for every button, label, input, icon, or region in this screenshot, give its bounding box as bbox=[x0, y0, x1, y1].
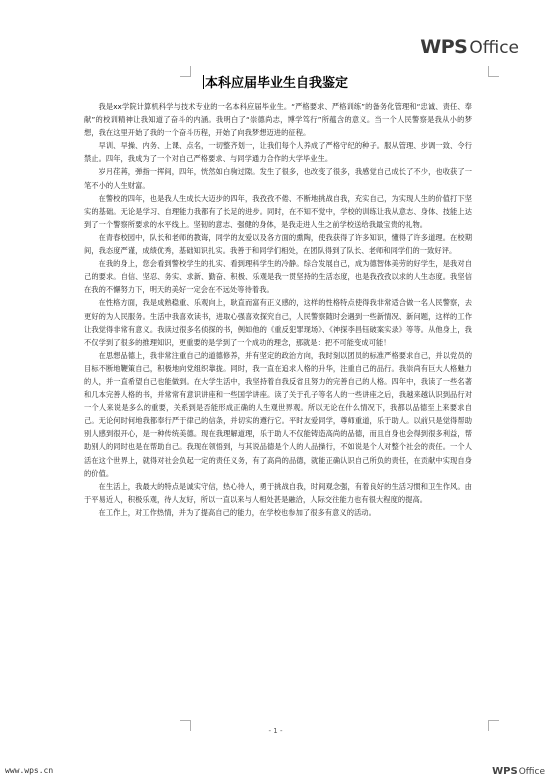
paragraph: 我是xx学院计算机科学与技术专业的一名本科应届毕业生。“严格要求、严格训练”的备务化管理和“忠诚、责任、奉献”的校训精神让我知道了奋斗的内涵。我明白了“崇德尚志，博学笃行”所蕴含的意义。当一个人民警察是我从小的梦想，我在这里开始了我的一个奋斗历程，开始了向我梦想迈进的征程。 bbox=[84, 102, 472, 138]
paragraph: 在性格方面，我是成熟稳重、乐观向上，耿直而富有正义感的，这样的性格特点使得我非常适合做一名人民警察，去更好的为人民服务。生活中我喜欢读书，进取心强喜欢探究自己，人民警察随时会遇到一些新情况、新问题，这样的工作让我觉得非常有意义。我读过很多名侦探的书，例如他的《重反犯罪现场》、《神探李昌钰破案实录》等等。从他身上，我不仅学到了很多的推理知识，更重要的是学到了一个成功的理念，那就是：把不可能变成可能！ bbox=[84, 298, 472, 347]
text-cursor bbox=[203, 75, 204, 89]
document-title-line[interactable] bbox=[0, 72, 551, 91]
wps-logo-text: WPS bbox=[420, 36, 468, 58]
paragraph: 在思想品德上，我非常注重自己的道德修养，并有坚定的政治方向，我时刻以团员的标准严格要求自己，并以党员的目标不断地鞭策自己，积极地向党组织靠拢。同时，我一直在追求人格的升华，注重自己的品行。我崇尚有巨大人格魅力的人，并一直希望自己也能做到。在大学生活中，我坚持着自我反省且努力的完善自己的人格。四年中，我读了一些名著和几本完善人格的书，并常常有意识讲座和一些国学讲座。读了关于孔子等名人的一些讲座之后，我越来越认识到品行对一个人来说是多么的重要，关系到是否能形成正确的人生观世界观。所以无论在什么情况下，我都以品德至上来要求自己。无论何时何地我都奉行严于律己的信条，并切实的遵行它。平时友爱同学，尊师重道，乐于助人。以前只是觉得帮助别人感到很开心，是一种传统美德。现在我理解道理，乐于助人不仅能铸造高尚的品德，而且自身也会得到很多利益，帮助别人的同时也是在帮助自己。我现在领悟到，与其说品德是个人的人品操行，不如说是个人对整个社会的责任。一个人活在这个世界上，就得对社会负起一定的责任义务，有了高尚的品德，就能正确认识自己所负的责任，在贡献中实现自身的价值。 bbox=[84, 350, 472, 478]
paragraph: 早训、早操、内务、上课、点名，一切整齐划一，让我们每个人养成了严格守纪的种子。服从管理、步调一致、令行禁止。四年，我成为了一个对自己严格要求、与同学通力合作的大学毕业生。 bbox=[84, 141, 472, 164]
page-number: - 1 - bbox=[268, 727, 283, 735]
footer-wps-logo bbox=[492, 766, 545, 777]
footer-url[interactable]: www.wps.cn bbox=[5, 766, 54, 775]
wps-office-logo bbox=[420, 36, 519, 58]
paragraph: 在我的身上，您会看到警校学生的扎实、看到理科学生的冷静。综合发展自己，成为德智体美劳的好学生，是我对自己的要求。自信、坚忍、务实、求新、勤奋、积极、乐观是我一贯坚持的生活态度，也是我孜孜以求的人生态度。我坚信在我的不懈努力下，明天的美好一定会在不远处等待着我。 bbox=[84, 259, 472, 295]
paragraph: 在生活上，我最大的特点是诚实守信，热心待人，勇于挑战自我，时间观念强，有着良好的生活习惯和卫生作风。由于平易近人，积极乐观，待人友好，所以一直以来与人相处甚是融洽，人际交往能力也有很大程度的提高。 bbox=[84, 481, 472, 504]
footer-office-text: Office bbox=[518, 767, 545, 777]
document-body[interactable] bbox=[84, 100, 472, 519]
office-logo-text: Office bbox=[469, 38, 519, 58]
paragraph: 岁月荏苒，弹指一挥间，四年，恍然如白驹过隙。发生了很多，也改变了很多，我感觉自己成长了不少，也收获了一笔不小的人生财富。 bbox=[84, 167, 472, 190]
paragraph: 在青春校园中，队长和老师的教诲，同学的友爱以及各方面的熏陶，使我获得了许多知识，懂得了许多道理。在校期间，我态度严谨，成绩优秀，基础知识扎实。我善于和同学们相处，在团队得到了队长、老师和同学们的一致好评。 bbox=[84, 232, 472, 256]
footer-wps-text: WPS bbox=[492, 766, 518, 777]
document-title: 本科应届毕业生自我鉴定 bbox=[204, 76, 348, 91]
paragraph: 在工作上，对工作热情，并为了提高自己的能力，在学校也参加了很多有意义的活动。 bbox=[98, 507, 376, 517]
paragraph: 在警校的四年，也是我人生成长大迈步的四年，我孜孜不倦、不断地挑战自我，充实自己，为实现人生的价值打下坚实的基础。无论是学习、自理能力我都有了长足的进步。同时，在不知不觉中，学校的训练让我从意志、身体、技能上达到了一个警察所要求的水平线上。坚韧的意志、强健的身体，是我走进人生之前学校送给我最宝贵的礼物。 bbox=[84, 193, 472, 229]
